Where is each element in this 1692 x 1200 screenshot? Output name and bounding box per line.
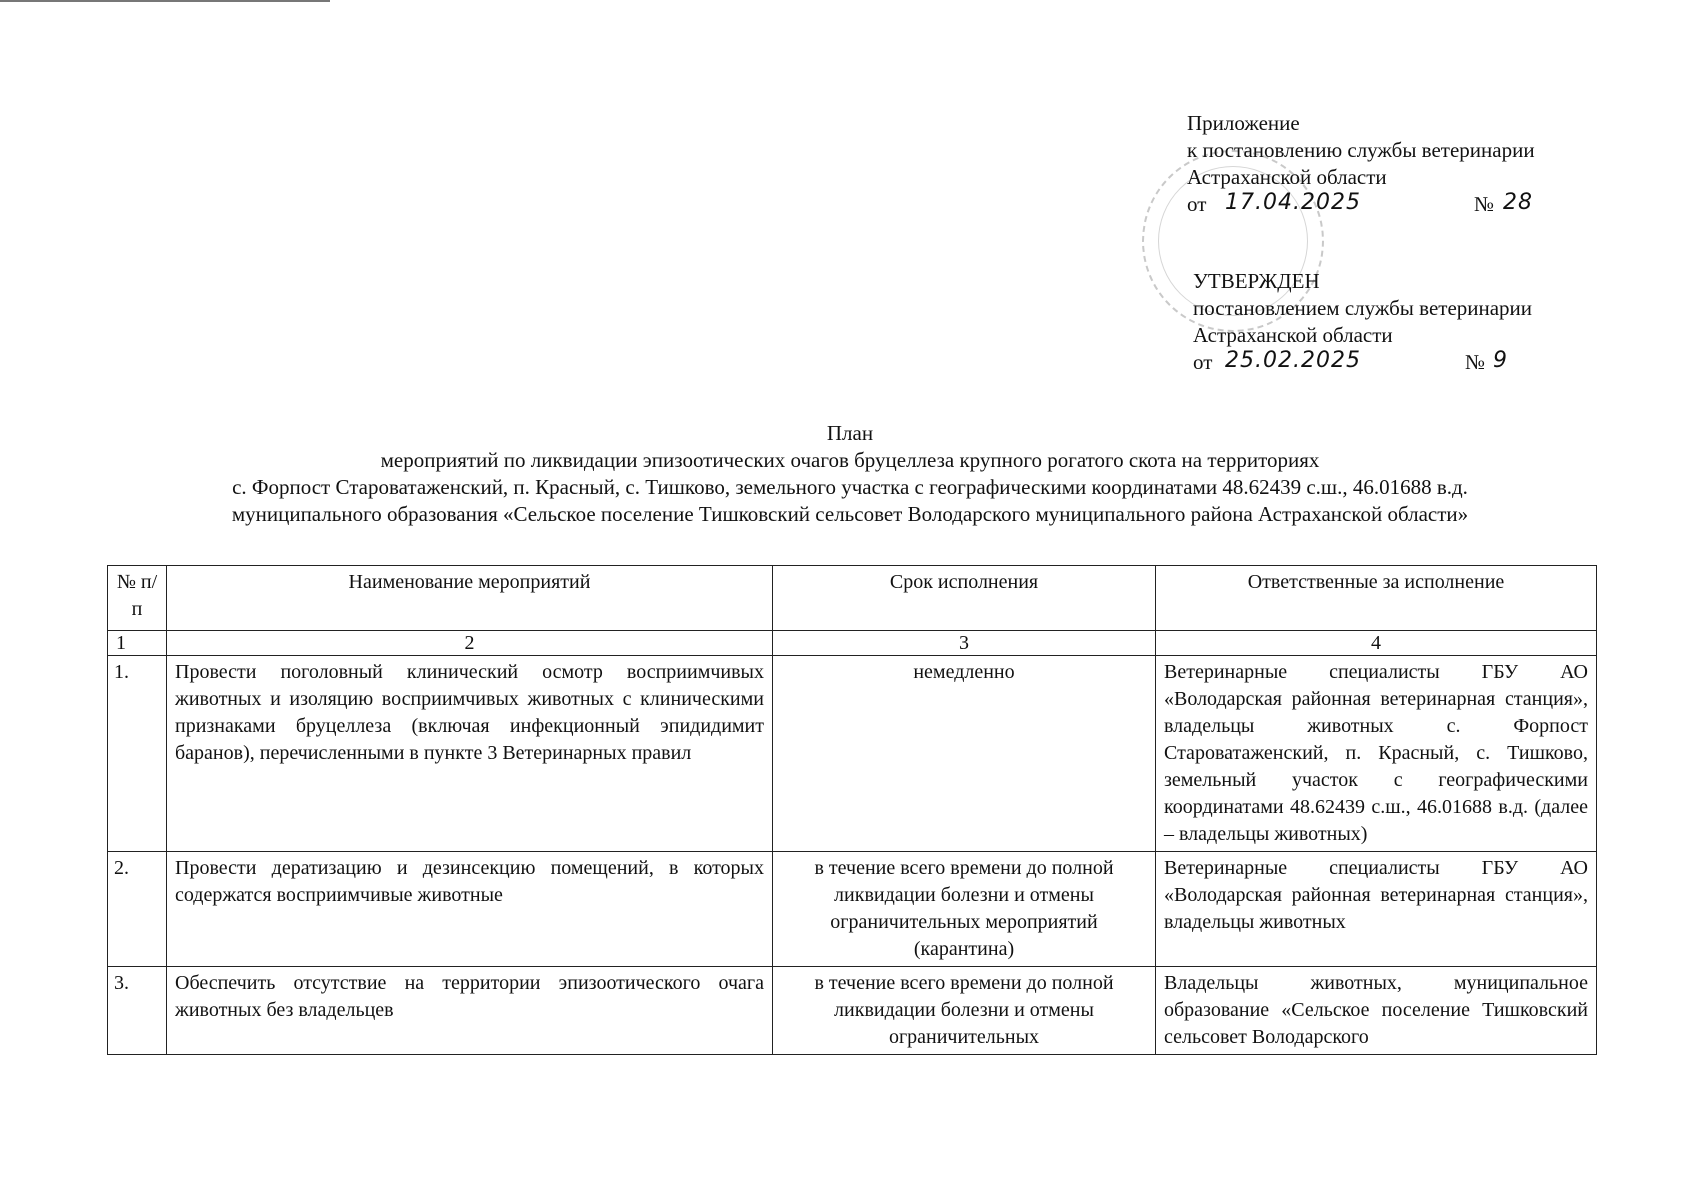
row-responsible: Ветеринарные специалисты ГБУ АО «Володарская районная ветеринарная станция», владельцы животных xyxy=(1156,852,1597,967)
index-cell-1: 1 xyxy=(108,631,167,656)
title-line-2: мероприятий по ликвидации эпизоотических очагов бруцеллеза крупного рогатого скота на территориях xyxy=(380,448,1320,472)
row-deadline: немедленно xyxy=(773,656,1156,852)
header-responsible: Ответственные за исполнение xyxy=(1156,566,1597,631)
plan-title xyxy=(108,420,1592,528)
approved-line-1: УТВЕРЖДЕН xyxy=(1193,269,1320,293)
header-number: № п/п xyxy=(108,566,167,631)
row-number: 3. xyxy=(108,967,167,1055)
appendix-block xyxy=(1187,110,1535,223)
appendix-line-2: к постановлению службы ветеринарии xyxy=(1187,138,1535,162)
appendix-no-label: № xyxy=(1474,192,1495,216)
approved-date-row xyxy=(1193,349,1532,381)
table-row xyxy=(108,656,1597,852)
approved-block xyxy=(1193,268,1532,381)
index-cell-3: 3 xyxy=(773,631,1156,656)
header-deadline: Срок исполнения xyxy=(773,566,1156,631)
index-cell-4: 4 xyxy=(1156,631,1597,656)
approved-line-3: Астраханской области xyxy=(1193,323,1393,347)
row-action: Обеспечить отсутствие на территории эпизоотического очага животных без владельцев xyxy=(167,967,773,1055)
table-index-row xyxy=(108,631,1597,656)
table-row xyxy=(108,967,1597,1055)
title-line-4: муниципального образования «Сельское поселение Тишковский сельсовет Володарского муниципального района Астраханской области» xyxy=(231,502,1469,526)
table-header-row xyxy=(108,566,1597,631)
plan-table xyxy=(107,565,1597,1055)
title-line-3: с. Форпост Староватаженский, п. Красный, с. Тишково, земельного участка с географическими координатами 48.62439 с.ш., 46.01688 в.д. xyxy=(232,475,1468,499)
approved-from-label: от xyxy=(1193,350,1213,374)
row-number: 2. xyxy=(108,852,167,967)
approved-date: 25.02.2025 xyxy=(1225,348,1361,373)
approved-no-label: № xyxy=(1465,350,1486,374)
row-responsible: Ветеринарные специалисты ГБУ АО «Володарская районная ветеринарная станция», владельцы животных с. Форпост Староватаженский, п. Красный, с. Тишково, земельный участок с географическими координатами 48.62439 с.ш., 46.01688 в.д. (далее – владельцы животных) xyxy=(1156,656,1597,852)
appendix-date-row xyxy=(1187,191,1535,223)
appendix-date: 17.04.2025 xyxy=(1225,190,1361,215)
row-action: Провести дератизацию и дезинсекцию помещений, в которых содержатся восприимчивые животные xyxy=(167,852,773,967)
scan-edge-line xyxy=(0,0,330,2)
header-action: Наименование мероприятий xyxy=(167,566,773,631)
row-responsible: Владельцы животных, муниципальное образование «Сельское поселение Тишковский сельсовет Володарского xyxy=(1156,967,1597,1055)
approved-number: 9 xyxy=(1493,348,1508,373)
title-line-1: План xyxy=(826,421,874,445)
appendix-from-label: от xyxy=(1187,192,1207,216)
appendix-number: 28 xyxy=(1503,190,1533,215)
row-deadline: в течение всего времени до полной ликвидации болезни и отмены ограничительных xyxy=(773,967,1156,1055)
row-number: 1. xyxy=(108,656,167,852)
row-action: Провести поголовный клинический осмотр восприимчивых животных и изоляцию восприимчивых животных с клиническими признаками бруцеллеза (включая инфекционный эпидидимит баранов), перечисленными в пункте 3 Ветеринарных правил xyxy=(167,656,773,852)
table-row xyxy=(108,852,1597,967)
approved-line-2: постановлением службы ветеринарии xyxy=(1193,296,1533,320)
appendix-line-3: Астраханской области xyxy=(1187,165,1387,189)
row-deadline: в течение всего времени до полной ликвидации болезни и отмены ограничительных мероприятий (карантина) xyxy=(773,852,1156,967)
index-cell-2: 2 xyxy=(167,631,773,656)
appendix-line-1: Приложение xyxy=(1187,111,1300,135)
